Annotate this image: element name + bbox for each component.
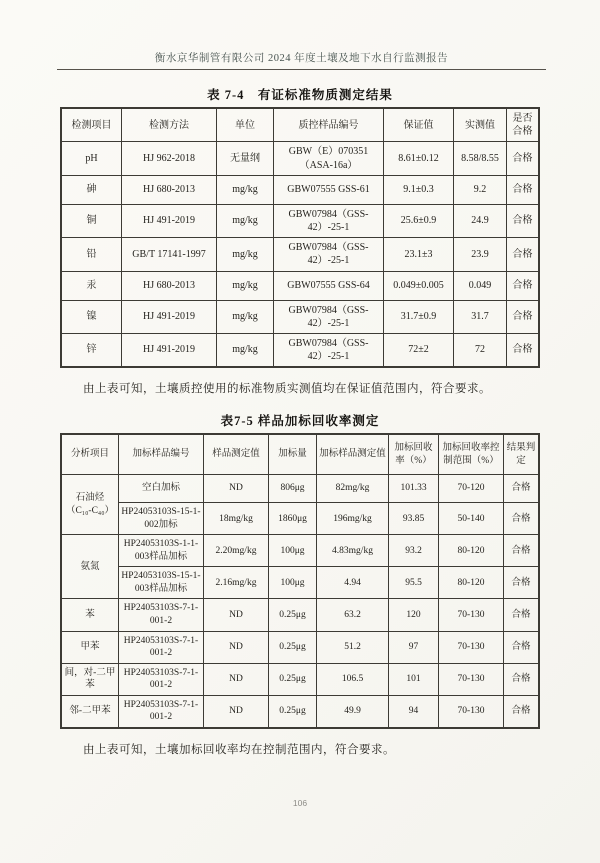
table-row bbox=[62, 271, 539, 300]
column-header: 实测值 bbox=[454, 109, 507, 142]
table-cell: 94 bbox=[389, 695, 439, 727]
table-row bbox=[62, 333, 539, 366]
table-header-row bbox=[62, 435, 539, 475]
table-cell: 合格 bbox=[504, 695, 539, 727]
table-cell: HP24053103S-7-1-001-2 bbox=[119, 599, 204, 631]
table-cell: mg/kg bbox=[217, 204, 274, 237]
column-header: 单位 bbox=[217, 109, 274, 142]
table-cell: 70-130 bbox=[439, 599, 504, 631]
table-cell: 铜 bbox=[62, 204, 122, 237]
table-cell: 合格 bbox=[507, 175, 539, 204]
table-7-5-spike-recovery-results bbox=[61, 434, 539, 727]
column-header: 加标样品测定值 bbox=[317, 435, 389, 475]
table-cell: 82mg/kg bbox=[317, 475, 389, 503]
table-cell: HP24053103S-7-1-001-2 bbox=[119, 695, 204, 727]
table-cell: 铅 bbox=[62, 238, 122, 271]
table-row bbox=[62, 663, 539, 695]
table-cell: 8.58/8.55 bbox=[454, 142, 507, 175]
table-cell: HP24053103S-1-1-003样品加标 bbox=[119, 535, 204, 567]
note-after-table-7-4: 由上表可知，土壤质控使用的标准物质实测值均在保证值范围内，符合要求。 bbox=[83, 383, 491, 396]
table-cell: 0.049±0.005 bbox=[384, 271, 454, 300]
table-row bbox=[62, 599, 539, 631]
table-cell: 镍 bbox=[62, 300, 122, 333]
table-cell: 196mg/kg bbox=[317, 503, 389, 535]
page-content bbox=[0, 76, 600, 757]
table-cell: 1860μg bbox=[269, 503, 317, 535]
table-cell: ND bbox=[204, 663, 269, 695]
column-header: 加标量 bbox=[269, 435, 317, 475]
table-cell: 106.5 bbox=[317, 663, 389, 695]
note-after-table-7-5: 由上表可知，土壤加标回收率均在控制范围内，符合要求。 bbox=[83, 743, 395, 756]
table-cell: 100μg bbox=[269, 567, 317, 599]
table-cell: GBW07984（GSS-42）-25-1 bbox=[274, 238, 384, 271]
table-row bbox=[62, 695, 539, 727]
table-cell: 0.25μg bbox=[269, 631, 317, 663]
table-cell: HP24053103S-7-1-001-2 bbox=[119, 663, 204, 695]
table-cell: HJ 491-2019 bbox=[122, 333, 217, 366]
table-cell: 100μg bbox=[269, 535, 317, 567]
table-cell: mg/kg bbox=[217, 333, 274, 366]
table-cell: 无量纲 bbox=[217, 142, 274, 175]
table-row bbox=[62, 503, 539, 535]
table-cell: 31.7 bbox=[454, 300, 507, 333]
table-cell: 4.94 bbox=[317, 567, 389, 599]
table-cell: 邻-二甲苯 bbox=[62, 695, 119, 727]
table-header-row bbox=[62, 109, 539, 142]
table-cell: 合格 bbox=[504, 475, 539, 503]
table-cell: 95.5 bbox=[389, 567, 439, 599]
table-7-5-caption: 表7-5 样品加标回收率测定 bbox=[220, 414, 380, 429]
table-cell: 70-130 bbox=[439, 631, 504, 663]
table-cell: 97 bbox=[389, 631, 439, 663]
table-cell: 合格 bbox=[507, 271, 539, 300]
table-cell: 合格 bbox=[504, 631, 539, 663]
table-7-4-caption: 表 7-4 有证标准物质测定结果 bbox=[207, 88, 393, 102]
table-cell: 石油烃（C₁₀-C₄₀） bbox=[62, 475, 119, 535]
table-row bbox=[62, 300, 539, 333]
table-cell: HP24053103S-15-1-002加标 bbox=[119, 503, 204, 535]
table-cell: 25.6±0.9 bbox=[384, 204, 454, 237]
table-cell: 72±2 bbox=[384, 333, 454, 366]
table-cell: HP24053103S-15-1-003样品加标 bbox=[119, 567, 204, 599]
table-cell: 72 bbox=[454, 333, 507, 366]
table-cell: 合格 bbox=[507, 204, 539, 237]
table-cell: 0.049 bbox=[454, 271, 507, 300]
table-cell: 101 bbox=[389, 663, 439, 695]
table-cell: HJ 491-2019 bbox=[122, 300, 217, 333]
table-cell: ND bbox=[204, 475, 269, 503]
table-cell: 4.83mg/kg bbox=[317, 535, 389, 567]
column-header: 检测项目 bbox=[62, 109, 122, 142]
table-cell: 70-130 bbox=[439, 695, 504, 727]
table-cell: 合格 bbox=[507, 142, 539, 175]
table-7-4-certified-reference-results bbox=[61, 108, 539, 367]
report-header-title: 衡水京华制管有限公司 2024 年度土壤及地下水自行监测报告 bbox=[57, 50, 546, 70]
table-cell: HJ 491-2019 bbox=[122, 204, 217, 237]
table-row bbox=[62, 567, 539, 599]
table-cell: ND bbox=[204, 631, 269, 663]
table-cell: 0.25μg bbox=[269, 663, 317, 695]
table-cell: 空白加标 bbox=[119, 475, 204, 503]
table-cell: 汞 bbox=[62, 271, 122, 300]
table-cell: 甲苯 bbox=[62, 631, 119, 663]
table-cell: GBW07984（GSS-42）-25-1 bbox=[274, 204, 384, 237]
column-header: 加标回收率控制范围（%） bbox=[439, 435, 504, 475]
table-cell: HJ 962-2018 bbox=[122, 142, 217, 175]
table-cell: 24.9 bbox=[454, 204, 507, 237]
table-cell: GB/T 17141-1997 bbox=[122, 238, 217, 271]
table-cell: GBW（E）070351（ASA-16a） bbox=[274, 142, 384, 175]
table-cell: 合格 bbox=[504, 663, 539, 695]
table-row bbox=[62, 175, 539, 204]
table-cell: 51.2 bbox=[317, 631, 389, 663]
table-cell: 2.20mg/kg bbox=[204, 535, 269, 567]
column-header: 保证值 bbox=[384, 109, 454, 142]
table-cell: 0.25μg bbox=[269, 695, 317, 727]
table-cell: 9.2 bbox=[454, 175, 507, 204]
table-cell: 合格 bbox=[504, 599, 539, 631]
table-cell: 80-120 bbox=[439, 535, 504, 567]
column-header: 结果判定 bbox=[504, 435, 539, 475]
table-cell: 31.7±0.9 bbox=[384, 300, 454, 333]
column-header: 检测方法 bbox=[122, 109, 217, 142]
table-cell: pH bbox=[62, 142, 122, 175]
table-row bbox=[62, 204, 539, 237]
table-cell: 70-130 bbox=[439, 663, 504, 695]
table-cell: 80-120 bbox=[439, 567, 504, 599]
column-header: 是否合格 bbox=[507, 109, 539, 142]
table-row bbox=[62, 631, 539, 663]
table-cell: GBW07555 GSS-61 bbox=[274, 175, 384, 204]
table-cell: HP24053103S-7-1-001-2 bbox=[119, 631, 204, 663]
table-cell: 0.25μg bbox=[269, 599, 317, 631]
table-cell: 93.85 bbox=[389, 503, 439, 535]
table-cell: 9.1±0.3 bbox=[384, 175, 454, 204]
column-header: 加标回收率（%） bbox=[389, 435, 439, 475]
table-cell: 2.16mg/kg bbox=[204, 567, 269, 599]
column-header: 质控样品编号 bbox=[274, 109, 384, 142]
table-row bbox=[62, 475, 539, 503]
column-header: 加标样品编号 bbox=[119, 435, 204, 475]
table-cell: 间，对-二甲苯 bbox=[62, 663, 119, 695]
table-cell: 93.2 bbox=[389, 535, 439, 567]
table-cell: 锌 bbox=[62, 333, 122, 366]
table-row bbox=[62, 142, 539, 175]
table-cell: GBW07555 GSS-64 bbox=[274, 271, 384, 300]
table-cell: 合格 bbox=[504, 535, 539, 567]
table-cell: 砷 bbox=[62, 175, 122, 204]
table-cell: 合格 bbox=[507, 333, 539, 366]
table-cell: 氨氮 bbox=[62, 535, 119, 599]
table-cell: HJ 680-2013 bbox=[122, 271, 217, 300]
table-cell: GBW07984（GSS-42）-25-1 bbox=[274, 333, 384, 366]
table-cell: 合格 bbox=[507, 300, 539, 333]
table-cell: 合格 bbox=[504, 503, 539, 535]
table-cell: ND bbox=[204, 695, 269, 727]
table-cell: ND bbox=[204, 599, 269, 631]
table-cell: 63.2 bbox=[317, 599, 389, 631]
table-cell: GBW07984（GSS-42）-25-1 bbox=[274, 300, 384, 333]
page-number: 106 bbox=[292, 798, 308, 808]
table-cell: 23.1±3 bbox=[384, 238, 454, 271]
table-cell: 合格 bbox=[504, 567, 539, 599]
table-cell: mg/kg bbox=[217, 238, 274, 271]
table-cell: 23.9 bbox=[454, 238, 507, 271]
table-cell: 苯 bbox=[62, 599, 119, 631]
table-cell: 70-120 bbox=[439, 475, 504, 503]
table-cell: 49.9 bbox=[317, 695, 389, 727]
table-cell: 8.61±0.12 bbox=[384, 142, 454, 175]
column-header: 分析项目 bbox=[62, 435, 119, 475]
table-cell: mg/kg bbox=[217, 175, 274, 204]
table-cell: mg/kg bbox=[217, 271, 274, 300]
column-header: 样品测定值 bbox=[204, 435, 269, 475]
table-cell: 合格 bbox=[507, 238, 539, 271]
table-cell: 18mg/kg bbox=[204, 503, 269, 535]
table-cell: 101.33 bbox=[389, 475, 439, 503]
table-cell: 120 bbox=[389, 599, 439, 631]
table-cell: HJ 680-2013 bbox=[122, 175, 217, 204]
table-cell: 50-140 bbox=[439, 503, 504, 535]
table-cell: mg/kg bbox=[217, 300, 274, 333]
table-cell: 806μg bbox=[269, 475, 317, 503]
table-row bbox=[62, 535, 539, 567]
table-row bbox=[62, 238, 539, 271]
